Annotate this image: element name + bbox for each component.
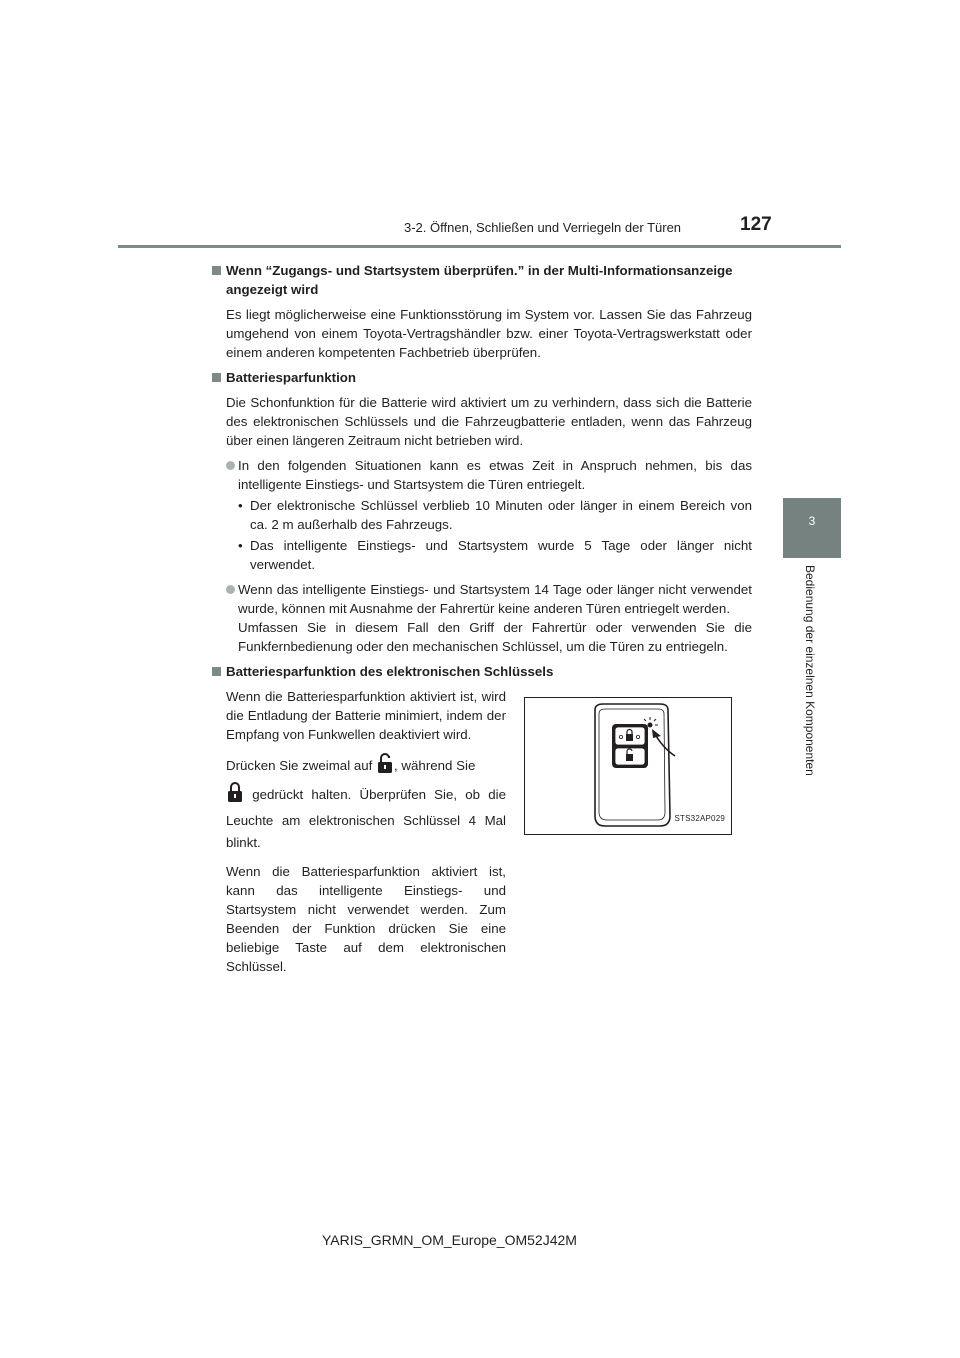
chapter-tab — [783, 498, 841, 558]
bullet-14-days — [212, 580, 752, 656]
lock-icon — [226, 781, 244, 810]
paragraph-battery-saving: Die Schonfunktion für die Batterie wird aktiviert um zu verhindern, dass sich die Batterie des elektronischen Schlüssels und die Fahrzeugbatterie entladen, wenn das Fahrzeug über einen längeren Zeitraum nicht betrieben wird. — [226, 395, 752, 448]
section-title: 3-2. Öffnen, Schließen und Verriegeln der Türen — [404, 220, 682, 235]
key-battery-saving-block — [212, 687, 752, 976]
page-content — [212, 255, 752, 984]
sub-bullet-not-used: • Das intelligente Einstiegs- und Startsystem wurde 5 Tage oder länger nicht verwendet. — [212, 536, 752, 574]
header-rule — [118, 245, 841, 248]
page-number: 127 — [740, 214, 772, 235]
paragraph-key-saving-intro: Wenn die Batteriesparfunktion aktiviert ist, wird die Entladung der Batterie minimiert, indem der Empfang von Funkwellen deaktiviert wird. — [226, 689, 506, 742]
paragraph-check-system: Es liegt möglicherweise eine Funktionsstörung im System vor. Lassen Sie das Fahrzeug umgehend von einem Toyota-Vertragshändler bzw. einer Toyota-Vertragswerkstatt oder einem anderen kompetenten Fachbetrieb überprüfen. — [226, 307, 752, 360]
key-battery-saving-text — [212, 687, 506, 976]
heading-battery-saving: Batteriesparfunktion — [212, 368, 752, 387]
chapter-title: Bedienung der einzelnen Komponenten — [803, 565, 817, 776]
unlock-icon — [376, 752, 394, 781]
figure-label: STS32AP029 — [674, 814, 725, 823]
heading-key-battery-saving: Batteriesparfunktion des elektronischen Schlüssels — [212, 662, 752, 681]
sub-bullet-key-distance: • Der elektronische Schlüssel verblieb 10 Minuten oder länger in einem Bereich von ca. 2 m außerhalb des Fahrzeugs. — [212, 496, 752, 534]
electronic-key-figure — [524, 697, 732, 835]
instruction-part-2: , während Sie — [394, 758, 476, 774]
bullet-14-days-text: Wenn das intelligente Einstiegs- und Startsystem 14 Tage oder länger nicht verwendet wurde, können mit Ausnahme der Fahrertür keine anderen Türen entriegelt werden. — [238, 582, 752, 616]
bullet-14-days-remedy: Umfassen Sie in diesem Fall den Griff der Fahrertür oder verwenden Sie die Funkfernbedienung oder den mechanischen Schlüssel, um die Türen zu entriegeln. — [238, 620, 752, 654]
document-id: YARIS_GRMN_OM_Europe_OM52J42M — [322, 1232, 577, 1248]
chapter-number: 3 — [808, 514, 816, 528]
heading-check-system: Wenn “Zugangs- und Startsystem überprüfen.” in der Multi-Informationsanzeige angezeigt wird — [212, 261, 752, 299]
paragraph-key-saving-exit: Wenn die Batteriesparfunktion aktiviert ist, kann das intelligente Einstiegs- und Startsystem nicht verwendet werden. Zum Beenden der Funktion drücken Sie eine beliebige Taste auf dem elektronischen Schlüssel. — [226, 864, 506, 974]
bullet-unlock-delay: In den folgenden Situationen kann es etwas Zeit in Anspruch nehmen, bis das intelligente Einstiegs- und Startsystem die Türen entriegelt. — [212, 456, 752, 494]
instruction-part-1: Drücken Sie zweimal auf — [226, 758, 373, 774]
paragraph-key-saving-instructions — [226, 752, 506, 854]
instruction-part-3: gedrückt halten. Überprüfen Sie, ob die Leuchte am elektronischen Schlüssel 4 Mal blinkt. — [226, 787, 506, 850]
